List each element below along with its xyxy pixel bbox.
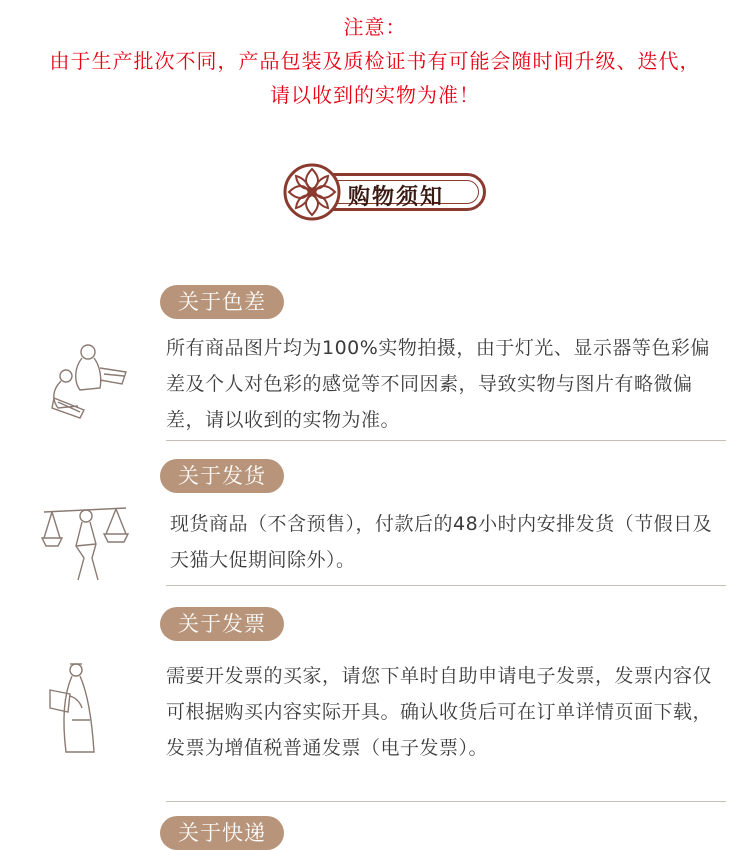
- notice-block: [0, 10, 750, 112]
- notice-line-2: 请以收到的实物为准！: [270, 83, 480, 107]
- flower-ornament-icon: [282, 163, 346, 221]
- invoice-text: 需要开发票的买家，请您下单时自助申请电子发票，发票内容仅可根据购买内容实际开具。确认收货后可在订单详情页面下载，发票为增值税普通发票（电子发票）。: [166, 665, 713, 759]
- shipping-text: 现货商品（不含预售），付款后的48小时内安排发货（节假日及天猫大促期间除外）。: [170, 513, 713, 571]
- notice-title: 注意：: [343, 15, 407, 39]
- section-divider: [166, 585, 726, 586]
- tag-invoice: 关于发票: [160, 607, 284, 641]
- tag-color-difference: 关于色差: [160, 285, 284, 319]
- tag-shipping: 关于发货: [160, 459, 284, 493]
- section-divider: [166, 801, 726, 802]
- banner-title: 购物须知: [348, 184, 445, 210]
- tag-express: 关于快递: [160, 816, 284, 850]
- porter-with-scales-illustration-icon: [40, 498, 130, 586]
- section-divider: [166, 440, 726, 441]
- scholars-reading-illustration-icon: [44, 338, 134, 424]
- shopping-notice-banner: [282, 163, 494, 221]
- color-difference-text: 所有商品图片均为100%实物拍摄，由于灯光、显示器等色彩偏差及个人对色彩的感觉等不同因素，导致实物与图片有略微偏差，请以收到的实物为准。: [166, 337, 710, 431]
- scholar-with-scroll-illustration-icon: [46, 660, 106, 756]
- notice-line-1: 由于生产批次不同，产品包装及质检证书有可能会随时间升级、迭代，: [49, 49, 701, 73]
